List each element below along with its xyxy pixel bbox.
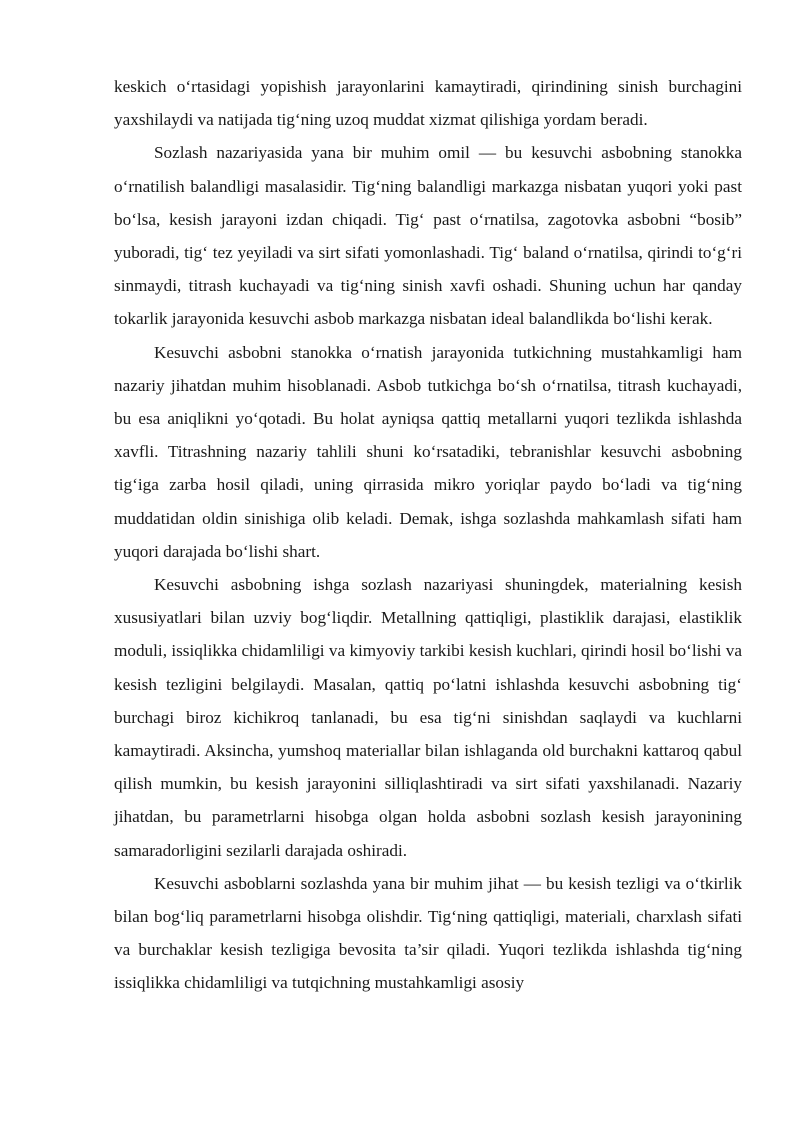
paragraph-material-properties: Kesuvchi asbobning ishga sozlash nazariyasi shuningdek, materialning kesish xususiyatlari bilan uzviy bog‘liqdir. Metallning qattiqligi, plastiklik darajasi, elastiklik moduli, issiqlikka chidamliligi va kimyoviy tarkibi kesish kuchlari, qirindi hosil bo‘lishi va kesish tezligini belgilaydi. Masalan, qattiq po‘latni ishlashda kesuvchi asbobning tig‘ burchagi biroz kichikroq tanlanadi, bu esa tig‘ni sinishdan saqlaydi va kuchlarni kamaytiradi. Aksincha, yumshoq materiallar bilan ishlaganda old burchakni kattaroq qabul qilish mumkin, bu kesish jarayonini silliqlashtiradi va sirt sifati yaxshilanadi. Nazariy jihatdan, bu parametrlarni hisobga olgan holda asbobni sozlash kesish jarayonining samaradorligini sezilarli darajada oshiradi. bbox=[114, 575, 742, 860]
document-page bbox=[114, 70, 742, 1000]
paragraph-holder-rigidity: Kesuvchi asbobni stanokka o‘rnatish jarayonida tutkichning mustahkamligi ham nazariy jihatdan muhim hisoblanadi. Asbob tutkichga bo‘sh o‘rnatilsa, titrash kuchayadi, bu esa aniqlikni yo‘qotadi. Bu holat ayniqsa qattiq metallarni yuqori tezlikda ishlashda xavfli. Titrashning nazariy tahlili shuni ko‘rsatadiki, tebranishlar kesuvchi asbobning tig‘iga zarba hosil qiladi, uning qirrasida mikro yoriqlar paydo bo‘ladi va tig‘ning muddatidan oldin sinishiga olib keladi. Demak, ishga sozlashda mahkamlash sifati ham yuqori darajada bo‘lishi shart. bbox=[114, 342, 742, 561]
paragraph-tool-height: Sozlash nazariyasida yana bir muhim omil — bu kesuvchi asbobning stanokka o‘rnatilish balandligi masalasidir. Tig‘ning balandligi markazga nisbatan yuqori yoki past bo‘lsa, kesish jarayoni izdan chiqadi. Tig‘ past o‘rnatilsa, zagotovka asbobni “bosib” yuboradi, tig‘ tez yeyiladi va sirt sifati yomonlashadi. Tig‘ baland o‘rnatilsa, qirindi to‘g‘ri sinmaydi, titrash kuchayadi va tig‘ning sinish xavfi oshadi. Shuning uchun har qanday tokarlik jarayonida kesuvchi asbob markazga nisbatan ideal balandlikda bo‘lishi kerak. bbox=[114, 143, 742, 329]
paragraph-cutting-speed: Kesuvchi asboblarni sozlashda yana bir muhim jihat — bu kesish tezligi va o‘tkirlik bilan bog‘liq parametrlarni hisobga olishdir. Tig‘ning qattiqligi, materiali, charxlash sifati va burchaklar kesish tezligiga bevosita ta’sir qiladi. Yuqori tezlikda ishlashda tig‘ning issiqlikka chidamliligi va tutqichning mustahkamligi asosiy bbox=[114, 873, 742, 993]
paragraph-continuation: keskich o‘rtasidagi yopishish jarayonlarini kamaytiradi, qirindining sinish burchagini yaxshilaydi va natijada tig‘ning uzoq muddat xizmat qilishiga yordam beradi. bbox=[114, 77, 742, 130]
